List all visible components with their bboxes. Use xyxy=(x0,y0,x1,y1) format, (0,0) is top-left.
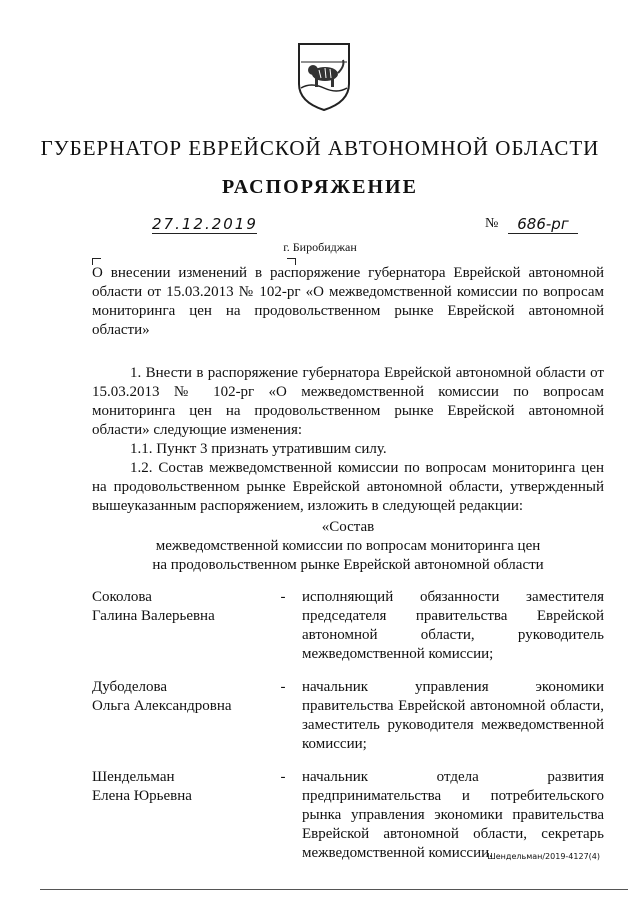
member-name xyxy=(92,678,272,716)
member-row xyxy=(92,768,604,863)
member-name xyxy=(92,768,272,806)
member-given-names: Ольга Александровна xyxy=(92,698,232,714)
composition-heading-line-2: межведомственной комиссии по вопросам мониторинга цен xyxy=(155,538,541,554)
page-title: ГУБЕРНАТОР ЕВРЕЙСКОЙ АВТОНОМНОЙ ОБЛАСТИ xyxy=(40,136,600,160)
city-label: г. Биробиджан xyxy=(283,240,357,254)
composition-heading-line-3: на продовольственном рынке Еврейской автономной области xyxy=(152,557,544,573)
document-body xyxy=(92,364,604,516)
body-paragraph-1: 1. Внести в распоряжение губернатора Еврейской автономной области от 15.03.2013 № 102-рг «О межведомственной комиссии по вопросам мониторинга цен на продовольственном рынке Еврейской автономной области» следующие изменения: xyxy=(92,365,604,438)
member-given-names: Галина Валерьевна xyxy=(92,608,215,624)
member-row xyxy=(92,678,604,754)
member-dash: - xyxy=(280,769,286,785)
member-role: исполняющий обязанности заместителя председателя правительства Еврейской автономной области, руководитель межведомственной комиссии; xyxy=(302,589,604,662)
member-name xyxy=(92,588,272,626)
members-list xyxy=(92,588,604,877)
body-paragraph-2: 1.1. Пункт 3 признать утратившим силу. xyxy=(130,441,387,457)
document-date: 27.12.2019 xyxy=(152,215,258,233)
document-number: 686-рг xyxy=(508,215,578,234)
body-paragraph-3: 1.2. Состав межведомственной комиссии по вопросам мониторинга цен на продовольственном рынке Еврейской автономной области, утвержденный вышеуказанным распоряжением, изложить в следующей редакции: xyxy=(92,460,604,514)
composition-heading xyxy=(92,518,604,575)
footer-document-code: Шендельман/2019-4127(4) xyxy=(487,852,600,861)
page-bottom-line xyxy=(40,889,628,890)
document-subject: О внесении изменений в распоряжение губернатора Еврейской автономной области от 15.03.2013 № 102-рг «О межведомственной комиссии по вопросам мониторинга цен на продовольственном рынке Еврейской автономной области» xyxy=(92,265,604,338)
coat-of-arms-emblem xyxy=(295,40,353,112)
member-given-names: Елена Юрьевна xyxy=(92,788,192,804)
composition-heading-line-1: «Состав xyxy=(321,519,375,535)
member-surname: Дубоделова xyxy=(92,679,168,695)
number-label: № xyxy=(485,216,499,231)
member-row xyxy=(92,588,604,664)
member-surname: Шендельман xyxy=(92,769,175,785)
document-type: РАСПОРЯЖЕНИЕ xyxy=(222,176,418,198)
member-dash: - xyxy=(280,589,286,605)
member-role: начальник управления экономики правительства Еврейской автономной области, заместитель руководителя межведомственной комиссии; xyxy=(302,679,604,752)
member-surname: Соколова xyxy=(92,589,152,605)
member-role: начальник отдела развития предпринимательства и потребительского рынка управления экономики правительства Еврейской автономной области, секретарь межведомственной комиссии. xyxy=(302,769,604,861)
member-dash: - xyxy=(280,679,286,695)
